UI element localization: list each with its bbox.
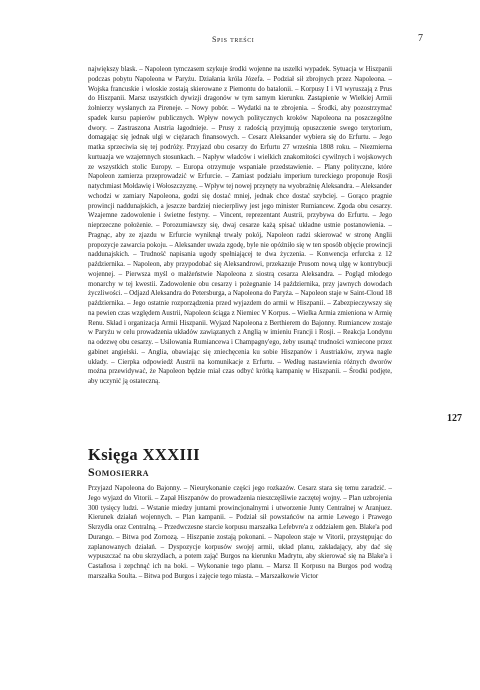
contents-paragraph-1: największy blask. – Napoleon tymczasem szykuje środki wojenne na uszelki wypadek. Sytuacja w Hiszpanii podczas pobytu Napoleona w Paryżu. Działania króla Józefa. – Podział sił zbrojnych przez Napoleona. – Wojska francuskie i włoskie zostają skierowane z Piemontu do batalonii. – Korpusy I i VI wyruszają z Prus do Hiszpanii. Marsz uszystkich dywizji dragonów w tym samym kierunku. Zastąpienie w Wielkiej Armii żołnierzy wysłanych za Pireneje. – Nowy pobór. – Wydatki na te zbrojenia. – Środki, aby pozostrzymać spadek kursu papierów publicznych. Wpływ nowych politycznych kroków Napoleona na poszczególne dwory. – Zastraszona Austria łagodnieje. – Prusy z radością przyjmują opuszczenie swego terytorium, domagając się jednak ulgi w ciężarach finansowych. – Cesarz Aleksander wybiera się do Erfurtu. – Jego matka sprzeciwia się tej podróży. Przyjazd obu cesarzy do Erfurtu 27 września 1808 roku. – Niezmierna kurtuazja we wzajemnych stosunkach. – Napływ władców i wielkich znakomitości cywilnych i wojskowych ze wszystkich stolic Europy. – Europa otrzymuje wspaniałe przedstawienie. – Plany polityczne, które Napoleon zamierza przeprowadzić w Erfurcie. – Zamiast podziału imperium tureckiego proponuje Rosji natychmiast Mołdawię i Wołoszczyznę. – Wpływ tej nowej przynęty na wyobraźnię Aleksandra. – Aleksander wchodzi w zamiary Napoleona, godzi się dostać mniej, jednak chce dostać szybciej. – Gorąco pragnie prowincji naddunajskich, a jeszcze bardziej niecierpliwy jest jego minister Rumiancew. Zgoda obu cesarzy. Wzajemne zadowolenie i świetne festyny. – Vincent, reprezentant Austrii, przybywa do Erfurtu. – Jego nieprzeczne położenie. – Porozumiawszy się, dwaj cesarze każą spisać układne ustnie postanowienia. – Pragnąc, aby ze zjazdu w Erfurcie wyniknął trwały pokój, Napoleon radzi skierować w stronę Anglii propozycje zawarcia pokoju. – Aleksander uważa zgodę, byle nie opóźniło się w ten sposób objęcie prowincji naddunajskich. – Trudność napisania ugody spełniającej te dwa życzenia. – Konwencja erfurcka z 12 października. – Napoleon, aby przypodobać się Aleksandrowi, przekazuje Prusom nową ulgę w kontrybucji wojennej. – Pierwsza myśl o małżeństwie Napoleona z siostrą cesarza Aleksandra. – Pogląd młodego monarchy w tej kwestii. Zadowolenie obu cesarzy i pożegnanie 14 października, przy jawnych dowodach życzliwości. – Odjazd Aleksandra do Petersburga, a Napoleona do Paryża. – Napoleon staje w Saint-Cloud 18 października. – Jego ostatnie rozporządzenia przed wyjazdem do armii w Hiszpanii. – Zabezpieczywszy się na pewien czas względem Austrii, Napoleon ściąga z Niemiec V Korpus. – Wielka Armia zmieniona w Armię Renu. Skład i organizacja Armii Hiszpanii. Wyjazd Napoleona z Berthierem do Bajonny. Rumiancew zostaje w Paryżu w celu prowadzenia układów zawiązanych z Anglią w imieniu Francji i Rosji. – Reakcja Londynu na odezwę obu cesarzy. – Usiłowania Rumiancewa i Champagny'ego, żeby usunąć trudności wzniecone przez gabinet angielski. – Anglia, obawiając się zniechęcenia ku sobie Hiszpanów i Austriaków, zrywa nagle układy. – Cierpka odpowiedź Austrii na komunikacje z Erfurtu. – Według nastawienia różnych dworów można przewidywać, że Napoleon będzie miał czas odbyć krótką kampanię w Hiszpanii. – Środki podjęte, aby uczynić ją ostateczną. bbox=[88, 66, 392, 385]
page-number: 7 bbox=[418, 33, 423, 44]
running-head: Spis treści bbox=[212, 35, 255, 44]
chapter-title: Księga XXXIII bbox=[88, 445, 200, 464]
contents-paragraph-2: Przyjazd Napoleona do Bajonny. – Nieurykonanie części jego rozkazów. Cesarz stara się temu zaradzić. – Jego wyjazd do Vitorii. – Zapał Hiszpanów do prowadzenia nieszczęśliwie zaczętej wojny. – Plan uzbrojenia 300 tysięcy ludzi. – Wstanie miedzy juntami prowincjonalnymi i utworzenie Junty Centralnej w Aranjuez. Kierunek działań wojennych. – Plan kampanii. – Podział sił powstańców na armie Lewego i Prawego Skrzydła oraz Centralną. – Przedwczesne starcie korpusu marszałka Lefebvre'a z oddziałem gen. Blake'a pod Durango. – Bitwa pod Zornozą. – Hiszpanie zostają pokonani. – Napoleon staje w Vitorii, przystępując do zaplanowanych działań. – Dyspozycje korpusów swojej armii, układ planu, zakładający, aby dać się wypuszczać na obu skrzydłach, a potem zająć Burgos na kierunku Madrytu, aby skierować się na Blake'a i Castañosa i zepchnąć ich na boki. – Wykonanie tego planu. – Marsz II Korpusu na Burgos pod wodzą marszałka Soulta. – Bitwa pod Burgos i zajęcie tego miasta. – Marszałkowie Victor bbox=[88, 485, 392, 580]
chapter-subtitle: Somosierra bbox=[88, 465, 149, 479]
margin-page-reference: 127 bbox=[447, 413, 462, 424]
